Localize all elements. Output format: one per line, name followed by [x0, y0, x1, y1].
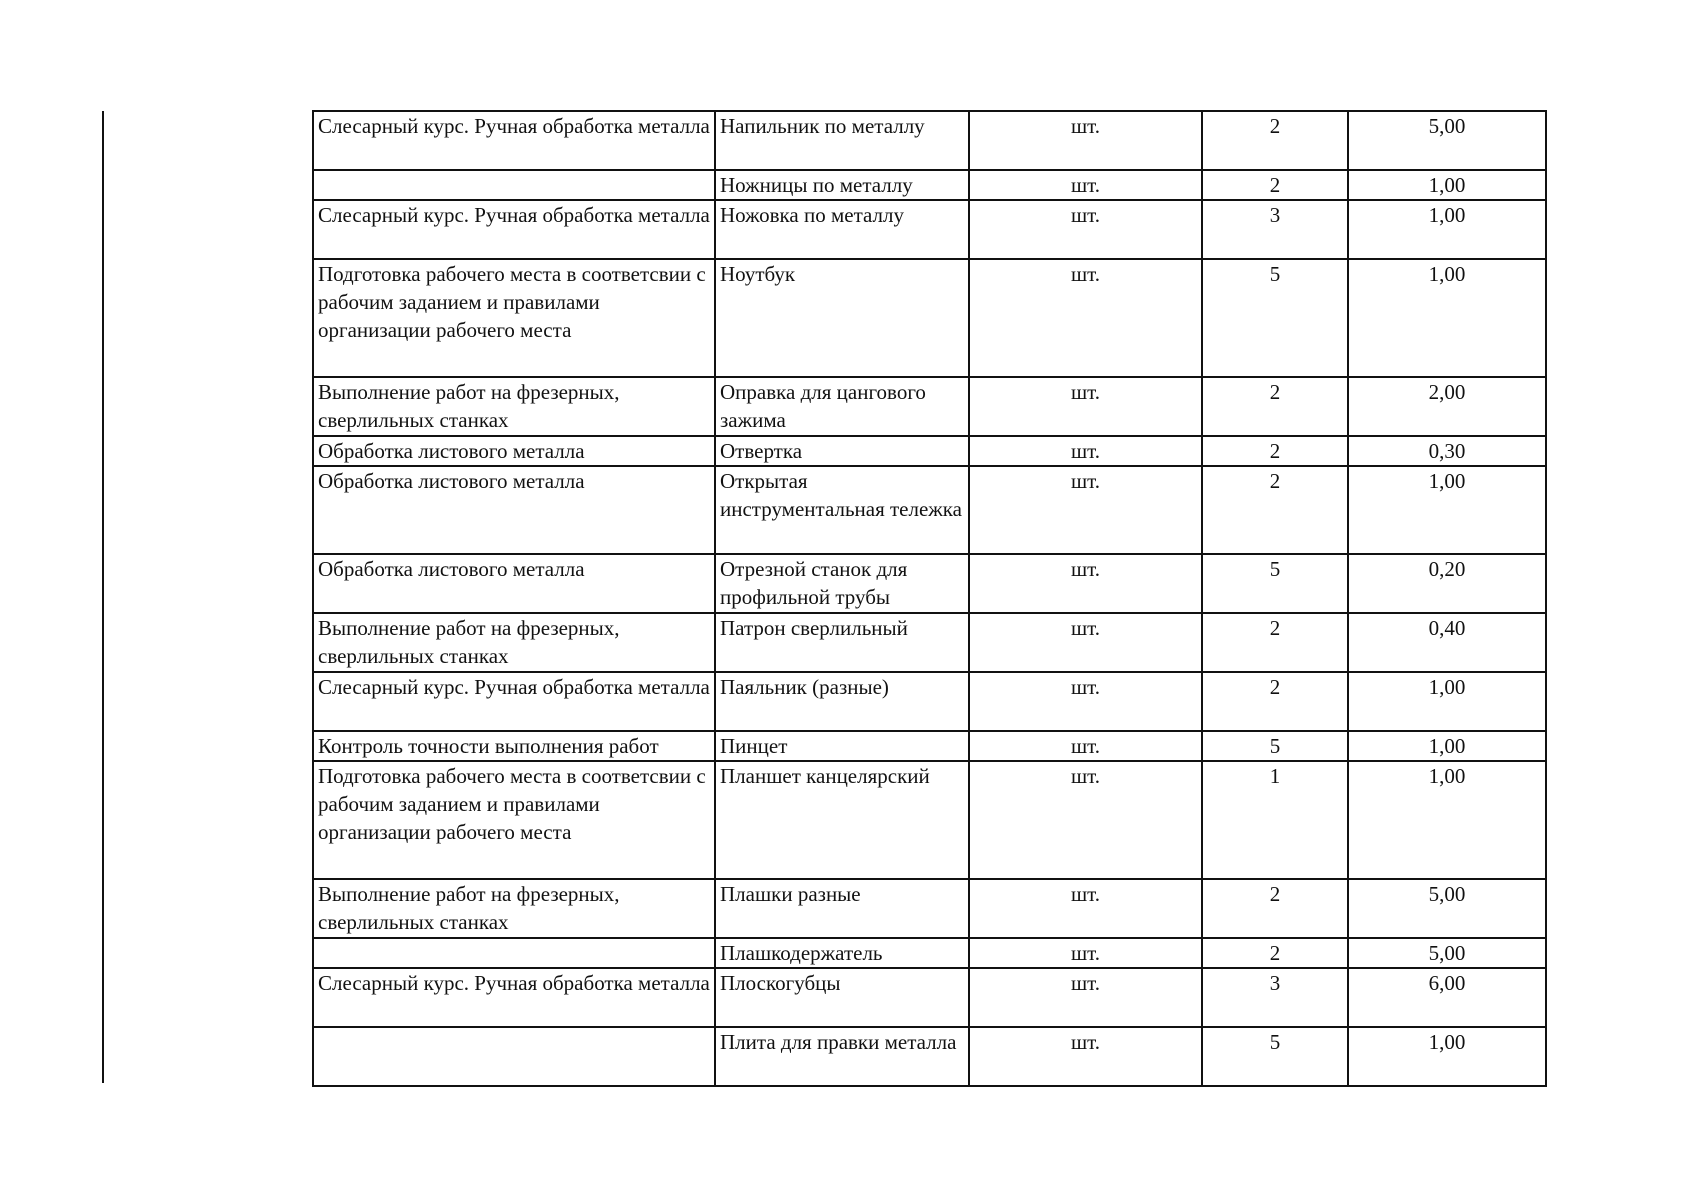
item-cell: Плашки разные: [715, 879, 969, 938]
value-cell: 2,00: [1348, 377, 1546, 436]
value-cell: 1,00: [1348, 259, 1546, 377]
table-row: [313, 731, 1546, 761]
item-cell: Оправка для цангового зажима: [715, 377, 969, 436]
purpose-cell: Обработка листового металла: [313, 436, 715, 466]
table-row: [313, 879, 1546, 938]
unit-cell: шт.: [969, 111, 1202, 170]
value-cell: 0,30: [1348, 436, 1546, 466]
quantity-cell: 2: [1202, 377, 1348, 436]
value-cell: 5,00: [1348, 938, 1546, 968]
unit-cell: шт.: [969, 200, 1202, 259]
unit-cell: шт.: [969, 466, 1202, 554]
purpose-cell: Слесарный курс. Ручная обработка металла: [313, 200, 715, 259]
item-cell: Напильник по металлу: [715, 111, 969, 170]
table-row: [313, 672, 1546, 731]
purpose-cell: [313, 938, 715, 968]
purpose-cell: Слесарный курс. Ручная обработка металла: [313, 968, 715, 1027]
unit-cell: шт.: [969, 731, 1202, 761]
quantity-cell: 2: [1202, 938, 1348, 968]
left-margin-rule: [102, 111, 104, 1083]
quantity-cell: 3: [1202, 968, 1348, 1027]
table-row: [313, 613, 1546, 672]
value-cell: 1,00: [1348, 200, 1546, 259]
value-cell: 1,00: [1348, 466, 1546, 554]
item-cell: Паяльник (разные): [715, 672, 969, 731]
purpose-cell: Подготовка рабочего места в соответсвии с рабочим заданием и правилами организации рабочего места: [313, 259, 715, 377]
table-row: [313, 200, 1546, 259]
quantity-cell: 2: [1202, 170, 1348, 200]
quantity-cell: 1: [1202, 761, 1348, 879]
value-cell: 1,00: [1348, 731, 1546, 761]
unit-cell: шт.: [969, 377, 1202, 436]
quantity-cell: 5: [1202, 731, 1348, 761]
item-cell: Ножницы по металлу: [715, 170, 969, 200]
table-row: [313, 259, 1546, 377]
purpose-cell: Выполнение работ на фрезерных, сверлильных станках: [313, 377, 715, 436]
item-cell: Отрезной станок для профильной трубы: [715, 554, 969, 613]
table-row: [313, 938, 1546, 968]
purpose-cell: Слесарный курс. Ручная обработка металла: [313, 672, 715, 731]
purpose-cell: [313, 170, 715, 200]
item-cell: Планшет канцелярский: [715, 761, 969, 879]
purpose-cell: Слесарный курс. Ручная обработка металла: [313, 111, 715, 170]
table-row: [313, 170, 1546, 200]
value-cell: 1,00: [1348, 1027, 1546, 1086]
purpose-cell: Выполнение работ на фрезерных, сверлильных станках: [313, 613, 715, 672]
table-row: [313, 377, 1546, 436]
quantity-cell: 3: [1202, 200, 1348, 259]
table-row: [313, 1027, 1546, 1086]
item-cell: Открытая инструментальная тележка: [715, 466, 969, 554]
item-cell: Ноутбук: [715, 259, 969, 377]
quantity-cell: 5: [1202, 554, 1348, 613]
value-cell: 0,20: [1348, 554, 1546, 613]
unit-cell: шт.: [969, 259, 1202, 377]
value-cell: 6,00: [1348, 968, 1546, 1027]
unit-cell: шт.: [969, 1027, 1202, 1086]
value-cell: 1,00: [1348, 170, 1546, 200]
quantity-cell: 5: [1202, 259, 1348, 377]
unit-cell: шт.: [969, 613, 1202, 672]
table-row: [313, 554, 1546, 613]
item-cell: Отвертка: [715, 436, 969, 466]
unit-cell: шт.: [969, 968, 1202, 1027]
value-cell: 5,00: [1348, 111, 1546, 170]
quantity-cell: 2: [1202, 879, 1348, 938]
value-cell: 1,00: [1348, 672, 1546, 731]
unit-cell: шт.: [969, 436, 1202, 466]
purpose-cell: Контроль точности выполнения работ: [313, 731, 715, 761]
item-cell: Патрон сверлильный: [715, 613, 969, 672]
unit-cell: шт.: [969, 879, 1202, 938]
quantity-cell: 2: [1202, 111, 1348, 170]
quantity-cell: 2: [1202, 672, 1348, 731]
purpose-cell: Выполнение работ на фрезерных, сверлильных станках: [313, 879, 715, 938]
quantity-cell: 2: [1202, 466, 1348, 554]
unit-cell: шт.: [969, 170, 1202, 200]
purpose-cell: Обработка листового металла: [313, 466, 715, 554]
quantity-cell: 2: [1202, 436, 1348, 466]
unit-cell: шт.: [969, 672, 1202, 731]
item-cell: Плоскогубцы: [715, 968, 969, 1027]
purpose-cell: [313, 1027, 715, 1086]
value-cell: 0,40: [1348, 613, 1546, 672]
unit-cell: шт.: [969, 554, 1202, 613]
item-cell: Плита для правки металла: [715, 1027, 969, 1086]
table-row: [313, 436, 1546, 466]
item-cell: Ножовка по металлу: [715, 200, 969, 259]
item-cell: Плашкодержатель: [715, 938, 969, 968]
table-row: [313, 111, 1546, 170]
unit-cell: шт.: [969, 938, 1202, 968]
quantity-cell: 2: [1202, 613, 1348, 672]
value-cell: 1,00: [1348, 761, 1546, 879]
table-row: [313, 968, 1546, 1027]
item-cell: Пинцет: [715, 731, 969, 761]
quantity-cell: 5: [1202, 1027, 1348, 1086]
purpose-cell: Обработка листового металла: [313, 554, 715, 613]
equipment-table: [312, 110, 1547, 1087]
table-row: [313, 761, 1546, 879]
purpose-cell: Подготовка рабочего места в соответсвии с рабочим заданием и правилами организации рабочего места: [313, 761, 715, 879]
unit-cell: шт.: [969, 761, 1202, 879]
table-row: [313, 466, 1546, 554]
value-cell: 5,00: [1348, 879, 1546, 938]
